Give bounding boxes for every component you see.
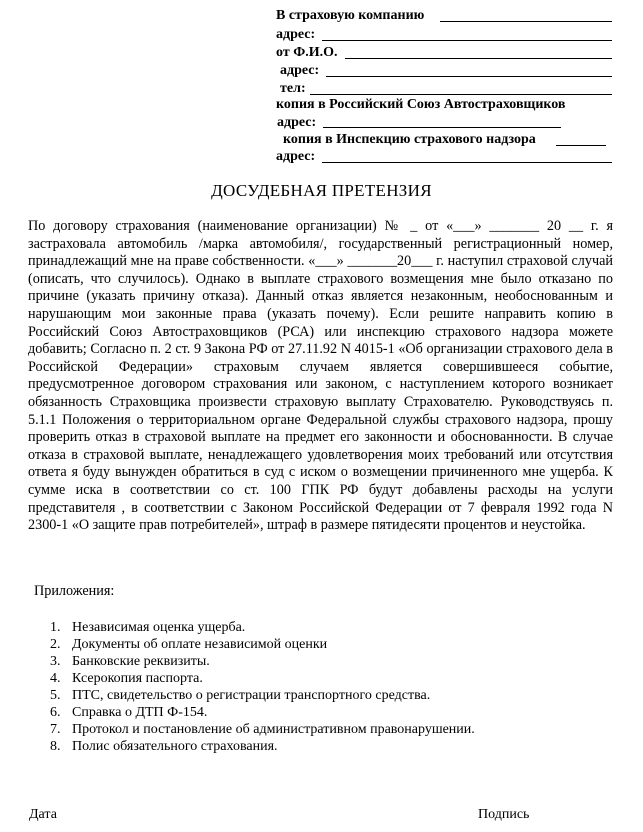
- to-company-fill-line: [440, 21, 612, 22]
- attachment-item: [50, 670, 475, 687]
- attachment-number: 1.: [50, 620, 61, 635]
- attachment-item: [50, 738, 475, 755]
- attachment-number: 6.: [50, 705, 61, 720]
- attachment-number: 4.: [50, 671, 61, 686]
- attachment-item: [50, 636, 475, 653]
- address-label: адрес:: [276, 27, 316, 42]
- header-address-1: [276, 27, 315, 43]
- attachment-text: Справка о ДТП Ф-154.: [72, 705, 208, 720]
- phone-label: тел:: [280, 81, 306, 96]
- attachment-number: 2.: [50, 637, 61, 652]
- attachment-number: 5.: [50, 688, 61, 703]
- from-label: от Ф.И.О.: [276, 45, 338, 60]
- address-label-2: адрес:: [280, 63, 320, 78]
- header-to-company: [276, 8, 424, 24]
- address-4-fill-line: [322, 162, 612, 163]
- header-address-4: [276, 149, 315, 165]
- attachment-item: [50, 721, 475, 738]
- attachment-text: Независимая оценка ущерба.: [72, 620, 246, 635]
- copy-inspection-fill-line: [556, 145, 606, 146]
- address-1-fill-line: [322, 40, 612, 41]
- attachment-item: [50, 704, 475, 721]
- copy-inspection-label: копия в Инспекцию страхового надзора: [283, 132, 536, 147]
- date-label: Дата: [29, 807, 57, 822]
- to-company-label: В страховую компанию: [276, 8, 425, 23]
- header-phone: [280, 81, 306, 97]
- attachment-item: [50, 653, 475, 670]
- header-from: [276, 45, 338, 61]
- attachment-text: Ксерокопия паспорта.: [72, 671, 203, 686]
- attachment-number: 8.: [50, 739, 61, 754]
- attachments-title: Приложения:: [34, 583, 115, 599]
- copy-rsa-label: копия в Российский Союз Автостраховщиков: [276, 97, 566, 112]
- attachment-item: [50, 687, 475, 704]
- attachment-number: 3.: [50, 654, 61, 669]
- header-address-3: [277, 115, 316, 131]
- address-label-4: адрес:: [276, 149, 316, 164]
- attachment-text: Полис обязательного страхования.: [72, 739, 278, 754]
- claim-body: [28, 218, 613, 535]
- attachment-text: ПТС, свидетельство о регистрации транспортного средства.: [72, 688, 431, 703]
- attachment-number: 7.: [50, 722, 61, 737]
- address-label-3: адрес:: [277, 115, 317, 130]
- header-address-2: [280, 63, 319, 79]
- signature-label: Подпись: [478, 807, 530, 822]
- header-copy-rsa: [276, 97, 565, 113]
- phone-fill-line: [310, 94, 612, 95]
- claim-paragraph: По договору страхования (наименование организации) № _ от «___» _______ 20 __ г. я застраховала автомобиль /марка автомобиля/, государственный регистрационный номер, принадлежащий мне на праве собственности. «___» _______20___ г. наступил страховой случай (описать, что случилось). Однако в выплате страхового возмещения мне было отказано по причине (указать причину отказа). Данный отказ является незаконным, необоснованным и нарушающим мои законные права (указать почему). Если решите направить копию в Российский Союз Автостраховщиков (РСА) или инспекцию страхового надзора можете добавить; Согласно п. 2 ст. 9 Закона РФ от 27.11.92 N 4015-1 «Об организации страхового дела в Российской Федерации» страховым случаем является совершившееся событие, предусмотренное договором страхования или законом, с наступлением которого возникает обязанность Страховщика произвести страховую выплату Страхователю. Руководствуясь п. 5.1.1 Положения о территориальном органе Федеральной службы страхового надзора, прошу проверить отказ в страховой выплате на предмет его законности и обоснованности. В случае отказа в страховой выплате, ненадлежащего удовлетворения моих требований или отсутствия ответа я буду вынужден обратиться в суд с иском о возмещении причиненного мне ущерба. К сумме иска в соответствии со ст. 100 ГПК РФ будут добавлены расходы на услуги представителя , в соответствии с Законом Российской Федерации от 7 февраля 1992 года N 2300-1 «О защите прав потребителей», штраф в размере пятидесяти процентов и неустойка.: [28, 218, 613, 534]
- from-fill-line: [345, 58, 612, 59]
- document-title: ДОСУДЕБНАЯ ПРЕТЕНЗИЯ: [211, 181, 432, 200]
- attachment-item: [50, 619, 475, 636]
- attachment-text: Протокол и постановление об административном правонарушении.: [72, 722, 475, 737]
- header-copy-inspection: [283, 132, 536, 148]
- attachments-list: [50, 619, 475, 755]
- address-3-fill-line: [323, 127, 561, 128]
- attachment-text: Банковские реквизиты.: [72, 654, 210, 669]
- address-2-fill-line: [326, 76, 612, 77]
- attachment-text: Документы об оплате независимой оценки: [72, 637, 328, 652]
